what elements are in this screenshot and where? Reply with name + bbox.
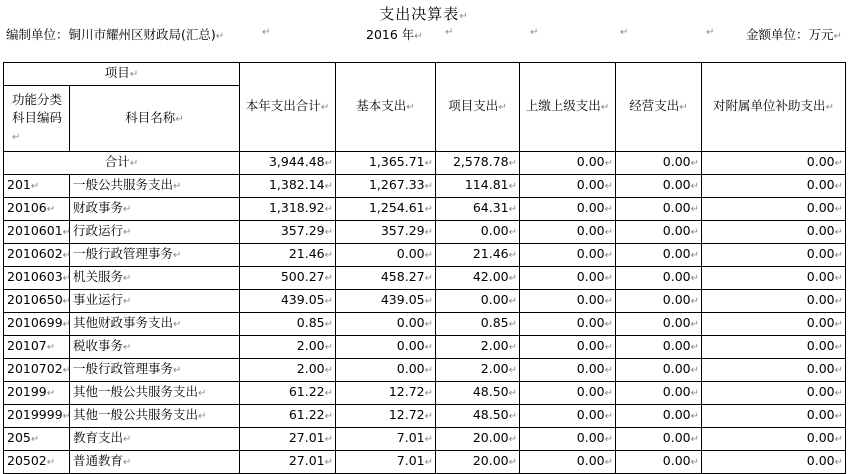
- expenditure-table: [3, 62, 846, 474]
- row-value: 0.00↵: [520, 382, 616, 405]
- paragraph-mark: ↵: [706, 27, 715, 38]
- row-name: 教育支出↵: [70, 428, 240, 451]
- row-name: 一般公共服务支出↵: [70, 175, 240, 198]
- row-name: 税收事务↵: [70, 336, 240, 359]
- table-row: [4, 198, 846, 221]
- row-value: 0.00↵: [520, 175, 616, 198]
- row-value: 439.05↵: [336, 290, 436, 313]
- row-value: 7.01↵: [336, 451, 436, 474]
- row-value: 0.00↵: [436, 290, 520, 313]
- row-value: 48.50↵: [436, 382, 520, 405]
- row-value: 357.29↵: [240, 221, 336, 244]
- row-value: 0.00↵: [616, 244, 702, 267]
- row-value: 0.00↵: [702, 359, 846, 382]
- row-code: 201↵: [4, 175, 70, 198]
- row-value: 0.00↵: [702, 175, 846, 198]
- row-name: 行政运行↵: [70, 221, 240, 244]
- header-code: 功能分类科目编码↵: [4, 86, 70, 152]
- total-value: 0.00↵: [520, 152, 616, 175]
- row-value: 0.00↵: [616, 267, 702, 290]
- row-value: 0.00↵: [520, 244, 616, 267]
- row-value: 0.00↵: [702, 428, 846, 451]
- table-row: [4, 267, 846, 290]
- header-total: 本年支出合计↵: [240, 63, 336, 152]
- row-value: 458.27↵: [336, 267, 436, 290]
- row-value: 0.00↵: [616, 451, 702, 474]
- row-value: 20.00↵: [436, 451, 520, 474]
- row-value: 0.00↵: [336, 359, 436, 382]
- row-value: 48.50↵: [436, 405, 520, 428]
- row-value: 0.00↵: [336, 336, 436, 359]
- row-code: 205↵: [4, 428, 70, 451]
- row-value: 1,254.61↵: [336, 198, 436, 221]
- table-row: [4, 336, 846, 359]
- row-value: 27.01↵: [240, 451, 336, 474]
- row-value: 0.00↵: [616, 336, 702, 359]
- row-value: 61.22↵: [240, 382, 336, 405]
- table-row: [4, 382, 846, 405]
- row-code: 20107↵: [4, 336, 70, 359]
- row-value: 61.22↵: [240, 405, 336, 428]
- paragraph-mark: ↵: [262, 27, 271, 38]
- row-value: 2.00↵: [436, 336, 520, 359]
- row-value: 21.46↵: [240, 244, 336, 267]
- row-value: 0.00↵: [702, 244, 846, 267]
- row-value: 0.00↵: [520, 451, 616, 474]
- row-value: 0.85↵: [240, 313, 336, 336]
- row-code: 2010603↵: [4, 267, 70, 290]
- row-value: 0.00↵: [702, 267, 846, 290]
- row-name: 一般行政管理事务↵: [70, 244, 240, 267]
- total-value: 0.00↵: [616, 152, 702, 175]
- row-code: 2010601↵: [4, 221, 70, 244]
- header-subsidy: 对附属单位补助支出↵: [702, 63, 846, 152]
- row-value: 439.05↵: [240, 290, 336, 313]
- total-value: 0.00↵: [702, 152, 846, 175]
- total-value: 1,365.71↵: [336, 152, 436, 175]
- row-value: 21.46↵: [436, 244, 520, 267]
- total-value: 2,578.78↵: [436, 152, 520, 175]
- table-row: [4, 221, 846, 244]
- row-name: 其他一般公共服务支出↵: [70, 405, 240, 428]
- row-value: 0.00↵: [520, 290, 616, 313]
- row-value: 0.00↵: [336, 313, 436, 336]
- row-value: 7.01↵: [336, 428, 436, 451]
- row-name: 事业运行↵: [70, 290, 240, 313]
- row-name: 其他一般公共服务支出↵: [70, 382, 240, 405]
- row-code: 2010702↵: [4, 359, 70, 382]
- row-value: 0.00↵: [520, 336, 616, 359]
- row-value: 0.00↵: [520, 221, 616, 244]
- row-value: 0.00↵: [616, 313, 702, 336]
- total-value: 3,944.48↵: [240, 152, 336, 175]
- header-operation: 经营支出↵: [616, 63, 702, 152]
- row-value: 0.00↵: [702, 405, 846, 428]
- row-value: 0.00↵: [520, 198, 616, 221]
- table-row: [4, 244, 846, 267]
- amount-unit: 金额单位：万元↵: [746, 27, 842, 42]
- row-value: 42.00↵: [436, 267, 520, 290]
- table-row: [4, 451, 846, 474]
- row-value: 0.00↵: [616, 290, 702, 313]
- row-value: 64.31↵: [436, 198, 520, 221]
- row-value: 0.00↵: [436, 221, 520, 244]
- row-code: 2019999↵: [4, 405, 70, 428]
- row-value: 500.27↵: [240, 267, 336, 290]
- row-value: 2.00↵: [436, 359, 520, 382]
- row-value: 1,318.92↵: [240, 198, 336, 221]
- header-project-expenditure: 项目支出↵: [436, 63, 520, 152]
- row-value: 114.81↵: [436, 175, 520, 198]
- header-basic: 基本支出↵: [336, 63, 436, 152]
- row-code: 2010699↵: [4, 313, 70, 336]
- table-row: [4, 313, 846, 336]
- header-upper: 上缴上级支出↵: [520, 63, 616, 152]
- row-value: 12.72↵: [336, 382, 436, 405]
- row-value: 357.29↵: [336, 221, 436, 244]
- table-row: [4, 405, 846, 428]
- row-value: 0.00↵: [702, 382, 846, 405]
- row-value: 0.00↵: [616, 359, 702, 382]
- row-code: 20502↵: [4, 451, 70, 474]
- row-code: 2010650↵: [4, 290, 70, 313]
- row-value: 0.00↵: [520, 428, 616, 451]
- row-value: 1,382.14↵: [240, 175, 336, 198]
- row-value: 0.00↵: [702, 451, 846, 474]
- row-code: 20106↵: [4, 198, 70, 221]
- row-code: 2010602↵: [4, 244, 70, 267]
- total-row: [4, 152, 846, 175]
- row-name: 其他财政事务支出↵: [70, 313, 240, 336]
- compiling-unit: 编制单位：铜川市耀州区财政局(汇总)↵: [6, 27, 225, 42]
- row-value: 12.72↵: [336, 405, 436, 428]
- paragraph-mark: ↵: [620, 27, 629, 38]
- row-value: 0.00↵: [616, 428, 702, 451]
- row-value: 2.00↵: [240, 336, 336, 359]
- row-value: 0.00↵: [702, 198, 846, 221]
- table-row: [4, 290, 846, 313]
- row-value: 27.01↵: [240, 428, 336, 451]
- row-name: 普通教育↵: [70, 451, 240, 474]
- row-name: 财政事务↵: [70, 198, 240, 221]
- row-value: 0.00↵: [336, 244, 436, 267]
- row-code: 20199↵: [4, 382, 70, 405]
- row-value: 0.00↵: [616, 405, 702, 428]
- header-name: 科目名称↵: [70, 86, 240, 152]
- row-value: 20.00↵: [436, 428, 520, 451]
- paragraph-mark: ↵: [445, 27, 454, 38]
- report-year: 2016 年↵: [366, 27, 423, 42]
- row-name: 机关服务↵: [70, 267, 240, 290]
- row-value: 0.00↵: [520, 313, 616, 336]
- row-value: 0.00↵: [616, 198, 702, 221]
- row-name: 一般行政管理事务↵: [70, 359, 240, 382]
- row-value: 1,267.33↵: [336, 175, 436, 198]
- table-row: [4, 359, 846, 382]
- row-value: 2.00↵: [240, 359, 336, 382]
- row-value: 0.85↵: [436, 313, 520, 336]
- row-value: 0.00↵: [520, 359, 616, 382]
- row-value: 0.00↵: [702, 290, 846, 313]
- row-value: 0.00↵: [616, 175, 702, 198]
- total-label: 合计↵: [4, 152, 240, 175]
- row-value: 0.00↵: [520, 405, 616, 428]
- row-value: 0.00↵: [702, 221, 846, 244]
- row-value: 0.00↵: [616, 382, 702, 405]
- row-value: 0.00↵: [616, 221, 702, 244]
- row-value: 0.00↵: [702, 313, 846, 336]
- paragraph-mark: ↵: [530, 27, 539, 38]
- page-title: 支出决算表↵: [379, 5, 469, 23]
- row-value: 0.00↵: [520, 267, 616, 290]
- table-row: [4, 428, 846, 451]
- table-row: [4, 175, 846, 198]
- row-value: 0.00↵: [702, 336, 846, 359]
- header-project: 项目↵: [4, 63, 240, 86]
